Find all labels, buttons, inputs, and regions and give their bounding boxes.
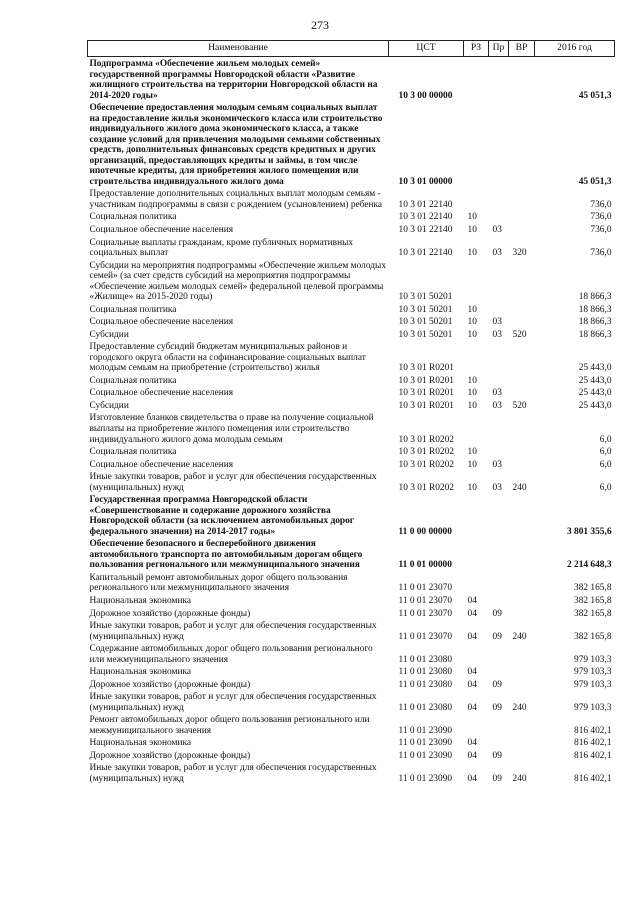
table-row (88, 619, 615, 642)
row-amount: 18 866,3 (578, 329, 612, 340)
row-amount: 2 214 648,3 (566, 560, 612, 571)
table-row (88, 665, 615, 678)
row-vr: 320 (512, 248, 527, 259)
row-amount: 816 402,1 (574, 725, 612, 736)
row-vr (509, 187, 535, 210)
table-row (88, 458, 615, 471)
row-cst: 11 0 01 23070 (398, 595, 453, 606)
row-rz: 04 (467, 667, 477, 678)
table-row (88, 761, 615, 784)
row-vr (509, 101, 535, 187)
row-vr: 520 (512, 329, 527, 340)
row-amount: 18 866,3 (578, 304, 612, 315)
row-pr: 09 (492, 702, 502, 713)
row-pr (489, 571, 509, 594)
row-vr (509, 665, 535, 678)
row-name: Субсидии (89, 329, 129, 340)
row-amount: 816 402,1 (574, 750, 612, 761)
row-cst: 10 3 01 50201 (398, 317, 453, 328)
row-rz: 10 (467, 482, 477, 493)
row-amount: 382 165,8 (574, 583, 612, 594)
row-amount: 816 402,1 (574, 738, 612, 749)
row-rz: 04 (467, 773, 477, 784)
table-row (88, 445, 615, 458)
row-rz (464, 101, 489, 187)
row-name: Социальное обеспечение населения (89, 459, 234, 470)
table-row (88, 57, 615, 102)
row-rz: 04 (467, 631, 477, 642)
row-pr: 09 (492, 773, 502, 784)
row-cst: 11 0 01 23080 (398, 679, 453, 690)
row-amount: 25 443,0 (578, 375, 612, 386)
row-vr (509, 493, 535, 537)
row-amount: 25 443,0 (578, 363, 612, 374)
table-row (88, 187, 615, 210)
row-pr (489, 493, 509, 537)
row-cst: 11 0 01 23090 (398, 750, 453, 761)
row-vr (509, 678, 535, 691)
table-row (88, 749, 615, 762)
row-cst: 11 0 01 23070 (398, 583, 453, 594)
table-row (88, 411, 615, 445)
row-vr: 240 (512, 482, 527, 493)
row-cst: 10 3 01 50201 (398, 292, 453, 303)
row-cst: 11 0 01 23090 (398, 738, 453, 749)
row-amount: 736,0 (590, 224, 612, 235)
row-rz (464, 642, 489, 665)
row-name: Социальное обеспечение населения (89, 317, 234, 328)
row-cst: 10 3 01 R0202 (398, 447, 454, 458)
table-row (88, 223, 615, 236)
row-vr (509, 749, 535, 762)
row-amount: 382 165,8 (574, 608, 612, 619)
row-cst: 10 3 01 R0202 (398, 459, 454, 470)
row-name: Ремонт автомобильных дорог общего пользования регионального или межмуниципального значения (89, 715, 370, 736)
table-row (88, 399, 615, 412)
row-amount: 6,0 (599, 434, 612, 445)
row-rz: 10 (467, 304, 477, 315)
header-vr: ВР (509, 41, 535, 57)
row-cst: 11 0 01 00000 (398, 560, 452, 571)
row-pr (489, 374, 509, 387)
row-name: Субсидии на мероприятия подпрограммы «Обеспечение жильем молодых семей» (за счет средств субсидий на мероприятия подпрограммы «Обеспечение жильем молодых семей» федеральной целевой программы «Жилище» на 2015-2020 годы) (89, 260, 387, 303)
table-row (88, 493, 615, 537)
row-amount: 25 443,0 (578, 400, 612, 411)
row-vr (509, 57, 535, 102)
row-pr (489, 210, 509, 223)
row-name: Предоставление субсидий бюджетам муниципальных районов и городского округа области на софинансирование социальных выплат молодым семьям на приобретение (строительство) жилья (89, 342, 366, 374)
row-pr: 03 (492, 248, 502, 259)
table-row (88, 236, 615, 259)
row-pr (489, 259, 509, 303)
row-pr: 09 (492, 608, 502, 619)
table-body (88, 57, 615, 785)
row-rz (464, 537, 489, 571)
row-amount: 736,0 (590, 199, 612, 210)
row-vr (509, 713, 535, 736)
row-name: Социальная политика (89, 304, 177, 315)
row-rz: 10 (467, 317, 477, 328)
header-amount: 2016 год (535, 41, 615, 57)
row-amount: 25 443,0 (578, 388, 612, 399)
row-amount: 979 103,3 (574, 654, 612, 665)
row-pr (489, 445, 509, 458)
row-rz: 10 (467, 224, 477, 235)
row-vr (509, 537, 535, 571)
row-pr: 09 (492, 679, 502, 690)
row-pr: 03 (492, 388, 502, 399)
row-name: Обеспечение безопасного и бесперебойного движения автомобильного транспорта по автомобильным дорогам общего пользования регионального или межмуниципального значения (89, 539, 363, 571)
table-row (88, 303, 615, 316)
row-pr (489, 411, 509, 445)
row-name: Предоставление дополнительных социальных выплат молодым семьям - участникам подпрограммы в связи с рождением (усыновлением) ребенка (89, 189, 383, 210)
row-vr (509, 458, 535, 471)
row-vr (509, 386, 535, 399)
table-row (88, 470, 615, 493)
row-pr (489, 713, 509, 736)
row-name: Социальные выплаты гражданам, кроме публичных нормативных социальных выплат (89, 237, 354, 259)
table-row (88, 101, 615, 187)
row-pr: 09 (492, 631, 502, 642)
table-row (88, 210, 615, 223)
table-row (88, 571, 615, 594)
row-amount: 18 866,3 (578, 292, 612, 303)
row-amount: 6,0 (599, 447, 612, 458)
row-amount: 816 402,1 (574, 773, 612, 784)
row-pr (489, 57, 509, 102)
row-name: Государственная программа Новгородской области «Совершенствование и содержание дорожного хозяйства Новгородской области (за исключением автомобильных дорог федерального значения) на 2014-2017 годы» (89, 495, 355, 537)
row-rz: 04 (467, 679, 477, 690)
table-row (88, 315, 615, 328)
row-name: Дорожное хозяйство (дорожные фонды) (89, 750, 251, 761)
row-vr (509, 607, 535, 620)
row-cst: 10 3 01 22140 (398, 199, 453, 210)
row-pr: 03 (492, 224, 502, 235)
row-pr (489, 665, 509, 678)
table-row (88, 537, 615, 571)
row-cst: 10 3 01 R0201 (398, 388, 454, 399)
row-cst: 10 3 01 R0201 (398, 400, 454, 411)
row-rz: 10 (467, 375, 477, 386)
row-rz (464, 57, 489, 102)
row-vr (509, 642, 535, 665)
table-header-row (88, 41, 615, 57)
row-rz: 04 (467, 595, 477, 606)
row-amount: 736,0 (590, 248, 612, 259)
row-rz (464, 571, 489, 594)
row-pr: 03 (492, 482, 502, 493)
row-vr: 240 (512, 773, 527, 784)
table-row (88, 374, 615, 387)
row-amount: 6,0 (599, 459, 612, 470)
row-vr (509, 374, 535, 387)
row-amount: 382 165,8 (574, 595, 612, 606)
row-amount: 979 103,3 (574, 702, 612, 713)
row-pr: 03 (492, 317, 502, 328)
row-vr (509, 259, 535, 303)
row-vr (509, 411, 535, 445)
row-pr (489, 736, 509, 749)
row-cst: 11 0 01 23070 (398, 631, 453, 642)
row-rz: 04 (467, 750, 477, 761)
row-name: Социальное обеспечение населения (89, 224, 234, 235)
table-row (88, 690, 615, 713)
row-rz (464, 493, 489, 537)
row-pr (489, 642, 509, 665)
row-cst: 11 0 01 23090 (398, 725, 453, 736)
row-name: Содержание автомобильных дорог общего пользования регионального или межмуниципального значения (89, 644, 373, 665)
row-amount: 736,0 (590, 212, 612, 223)
row-cst: 10 3 00 00000 (398, 90, 453, 101)
row-cst: 10 3 01 R0201 (398, 363, 454, 374)
row-rz: 10 (467, 248, 477, 259)
table-row (88, 607, 615, 620)
header-name: Наименование (88, 41, 389, 57)
row-cst: 11 0 01 23070 (398, 608, 453, 619)
row-rz (464, 187, 489, 210)
table-row (88, 736, 615, 749)
table-row (88, 328, 615, 341)
row-name: Социальная политика (89, 212, 177, 223)
row-rz: 10 (467, 212, 477, 223)
row-amount: 382 165,8 (574, 631, 612, 642)
row-name: Дорожное хозяйство (дорожные фонды) (89, 608, 251, 619)
row-pr: 09 (492, 750, 502, 761)
row-amount: 18 866,3 (578, 317, 612, 328)
row-rz (464, 411, 489, 445)
table-row (88, 713, 615, 736)
row-cst: 10 3 01 R0202 (398, 482, 454, 493)
row-name: Национальная экономика (89, 738, 192, 749)
row-rz (464, 340, 489, 374)
row-rz: 10 (467, 329, 477, 340)
row-pr (489, 101, 509, 187)
row-rz: 10 (467, 459, 477, 470)
row-name: Социальная политика (89, 375, 177, 386)
row-vr (509, 315, 535, 328)
row-cst: 10 3 01 R0201 (398, 375, 454, 386)
row-cst: 11 0 00 00000 (398, 526, 452, 537)
table-row (88, 594, 615, 607)
row-name: Иные закупки товаров, работ и услуг для обеспечения государственных (муниципальных) нужд (89, 621, 377, 642)
row-vr (509, 210, 535, 223)
row-cst: 10 3 01 50201 (398, 329, 453, 340)
row-amount: 979 103,3 (574, 679, 612, 690)
row-cst: 11 0 01 23080 (398, 702, 453, 713)
row-rz (464, 259, 489, 303)
table-row (88, 386, 615, 399)
table-row (88, 259, 615, 303)
row-vr (509, 340, 535, 374)
row-rz: 10 (467, 400, 477, 411)
table-row (88, 642, 615, 665)
row-amount: 979 103,3 (574, 667, 612, 678)
row-cst: 10 3 01 50201 (398, 304, 453, 315)
row-name: Капитальный ремонт автомобильных дорог общего пользования регионального или межмуниципального значения (89, 572, 348, 594)
table-row (88, 340, 615, 374)
row-cst: 10 3 01 00000 (398, 176, 453, 187)
row-pr: 03 (492, 400, 502, 411)
row-cst: 10 3 01 R0202 (398, 434, 454, 445)
budget-table (87, 40, 615, 784)
table-row (88, 678, 615, 691)
row-name: Изготовление бланков свидетельства о праве на получение социальной выплаты на приобретение жилого помещения или строительство индивидуального жилого дома молодым семьям (89, 413, 374, 445)
row-vr: 520 (512, 400, 527, 411)
row-pr: 03 (492, 329, 502, 340)
row-name: Иные закупки товаров, работ и услуг для обеспечения государственных (муниципальных) нужд (89, 692, 377, 713)
row-vr (509, 571, 535, 594)
header-rz: РЗ (464, 41, 489, 57)
row-name: Субсидии (89, 400, 129, 411)
row-cst: 11 0 01 23080 (398, 667, 453, 678)
row-name: Подпрограмма «Обеспечение жильем молодых семей» государственной программы Новгородской области «Развитие жилищного строительства на территории Новгородской области на 2014-2020 годы» (89, 59, 378, 101)
row-name: Дорожное хозяйство (дорожные фонды) (89, 679, 251, 690)
row-pr (489, 187, 509, 210)
page-number: 273 (311, 18, 329, 32)
row-rz: 04 (467, 702, 477, 713)
row-pr: 03 (492, 459, 502, 470)
row-pr (489, 340, 509, 374)
row-vr (509, 223, 535, 236)
row-rz: 10 (467, 447, 477, 458)
row-pr (489, 303, 509, 316)
row-rz: 04 (467, 738, 477, 749)
row-vr (509, 303, 535, 316)
row-name: Иные закупки товаров, работ и услуг для обеспечения государственных (муниципальных) нужд (89, 763, 377, 784)
row-name: Иные закупки товаров, работ и услуг для обеспечения государственных (муниципальных) нужд (89, 472, 377, 493)
row-vr: 240 (512, 631, 527, 642)
row-cst: 10 3 01 22140 (398, 248, 453, 259)
header-pr: Пр (489, 41, 509, 57)
row-name: Социальная политика (89, 447, 177, 458)
row-vr (509, 736, 535, 749)
row-cst: 11 0 01 23080 (398, 654, 453, 665)
row-pr (489, 537, 509, 571)
row-name: Национальная экономика (89, 667, 192, 678)
row-vr: 240 (512, 702, 527, 713)
row-name: Социальное обеспечение населения (89, 388, 234, 399)
row-vr (509, 594, 535, 607)
row-rz: 10 (467, 388, 477, 399)
row-rz: 04 (467, 608, 477, 619)
row-amount: 45 051,3 (578, 176, 612, 187)
row-pr (489, 594, 509, 607)
row-amount: 3 801 355,6 (566, 526, 612, 537)
row-vr (509, 445, 535, 458)
row-cst: 10 3 01 22140 (398, 224, 453, 235)
header-cst: ЦСТ (389, 41, 464, 57)
row-cst: 11 0 01 23090 (398, 773, 453, 784)
row-cst: 10 3 01 22140 (398, 212, 453, 223)
row-name: Национальная экономика (89, 595, 192, 606)
row-rz (464, 713, 489, 736)
row-amount: 6,0 (599, 482, 612, 493)
row-name: Обеспечение предоставления молодым семьям социальных выплат на предоставление жилья экономического класса или строительство индивидуального жилого дома экономического класса, а также создание условий для привлечения молодыми семьями собственных средств, дополнительных финансовых средств кредитных и других организаций, предоставляющих кредиты и займы, в том числе ипотечные кредиты, для приобретения жилого помещения или строительства индивидуального жилого дома (89, 103, 383, 187)
row-amount: 45 051,3 (578, 90, 612, 101)
